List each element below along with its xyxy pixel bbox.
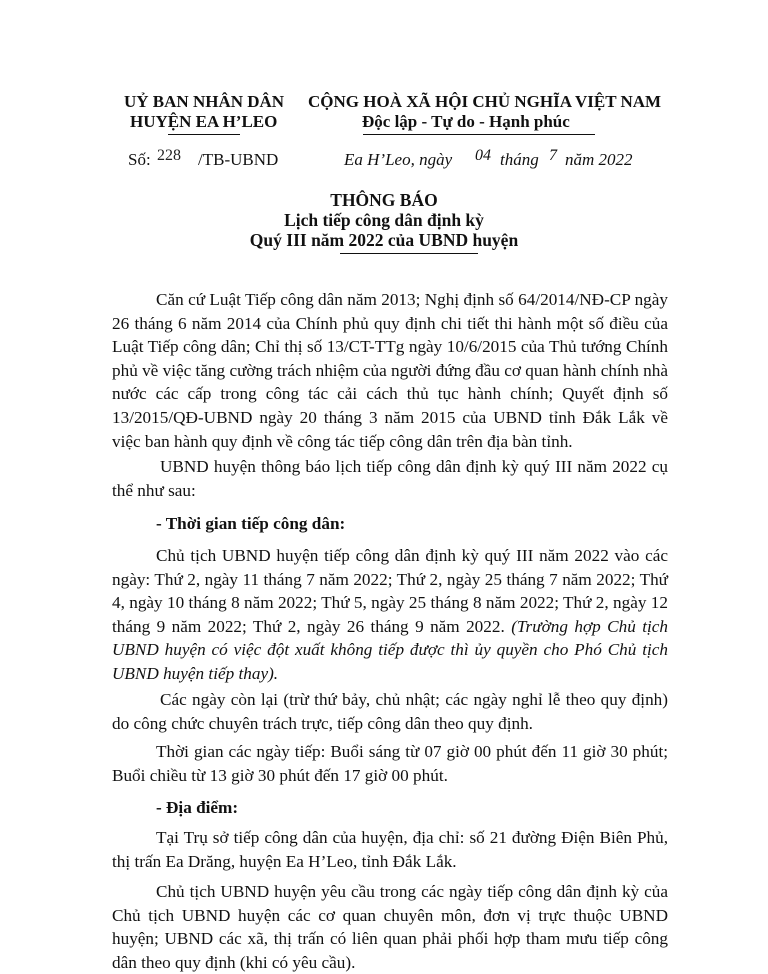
paragraph-legal-basis: Căn cứ Luật Tiếp công dân năm 2013; Nghị định số 64/2014/NĐ-CP ngày 26 tháng 6 năm 2014 của Chính phủ quy định chi tiết thi hành một số điều của Luật Tiếp công dân; Chỉ thị số 13/CT-TTg ngày 10/6/2015 của Thủ tướng Chính phủ về việc tăng cường trách nhiệm của người đứng đầu cơ quan hành chính nhà nước các cấp trong công tác cải cách thủ tục hành chính; Quyết định số 13/2015/QĐ-UBND ngày 20 tháng 3 năm 2015 của UBND tỉnh Đắk Lắk về việc ban hành quy định về công tác tiếp công dân trên địa bàn tỉnh. <box>112 290 668 451</box>
date-prefix: Ea H’Leo, ngày <box>344 150 453 169</box>
paragraph-other-days: Các ngày còn lại (trừ thứ bảy, chủ nhật; các ngày nghỉ lễ theo quy định) do công chức chuyên trách trực, tiếp công dân theo quy định. <box>112 690 668 733</box>
paragraph-request: Chủ tịch UBND huyện yêu cầu trong các ngày tiếp công dân định kỳ của Chủ tịch UBND huyện các cơ quan chuyên môn, đơn vị trực thuộc UBND huyện; UBND các xã, thị trấn có liên quan phải phối hợp tham mưu tiếp công dân theo quy định (khi có yêu cầu). <box>112 882 668 972</box>
paragraph-hours: Thời gian các ngày tiếp: Buổi sáng từ 07 giờ 00 phút đến 11 giờ 30 phút; Buổi chiều từ 13 giờ 30 phút đến 17 giờ 00 phút. <box>112 742 668 785</box>
paragraph-location: Tại Trụ sở tiếp công dân của huyện, địa chỉ: số 21 đường Điện Biên Phủ, thị trấn Ea Drăng, huyện Ea H’Leo, tỉnh Đắk Lắk. <box>112 828 668 871</box>
date-year: năm 2022 <box>565 150 633 169</box>
schedule-note: (Trường hợp Chủ tịch UBND huyện có việc đột xuất không tiếp được thì ủy quyền cho Phó Chủ tịch UBND huyện tiếp thay). <box>112 616 668 683</box>
agency-name: UỶ BAN NHÂN DÂN <box>124 92 285 111</box>
doc-subtitle-2: Quý III năm 2022 của UBND huyện <box>249 230 519 250</box>
doc-number-suffix: /TB-UBND <box>198 150 279 169</box>
section-heading-location: - Địa điểm: <box>156 798 239 817</box>
paragraph-intro: UBND huyện thông báo lịch tiếp công dân định kỳ quý III năm 2022 cụ thể như sau: <box>112 457 668 500</box>
doc-number-prefix: Số: <box>128 150 151 169</box>
paragraph-schedule <box>112 544 668 686</box>
motto-underline <box>363 134 595 135</box>
date-month-label: tháng <box>500 150 539 169</box>
doc-title: THÔNG BÁO <box>330 190 438 210</box>
motto: Độc lập - Tự do - Hạnh phúc <box>362 112 570 131</box>
left-header-underline <box>168 134 240 135</box>
country-name: CỘNG HOÀ XÃ HỘI CHỦ NGHĨA VIỆT NAM <box>308 92 662 111</box>
schedule-text: Chủ tịch UBND huyện tiếp công dân định kỳ quý III năm 2022 vào các ngày: Thứ 2, ngày 11 tháng 7 năm 2022; Thứ 2, ngày 25 tháng 7 năm 2022; Thứ 4, ngày 10 tháng 8 năm 2022; Thứ 5, ngày 25 tháng 8 năm 2022; Thứ 2, ngày 12 tháng 9 năm 2022; Thứ 2, ngày 26 tháng 9 năm 2022. <box>112 546 668 636</box>
date-month: 7 <box>549 147 557 164</box>
doc-subtitle: Lịch tiếp công dân định kỳ <box>284 210 484 230</box>
title-underline <box>340 253 478 254</box>
date-day: 04 <box>475 147 491 164</box>
doc-number: 228 <box>157 147 181 164</box>
district-name: HUYỆN EA H’LEO <box>130 112 278 131</box>
section-heading-time: - Thời gian tiếp công dân: <box>156 514 346 533</box>
